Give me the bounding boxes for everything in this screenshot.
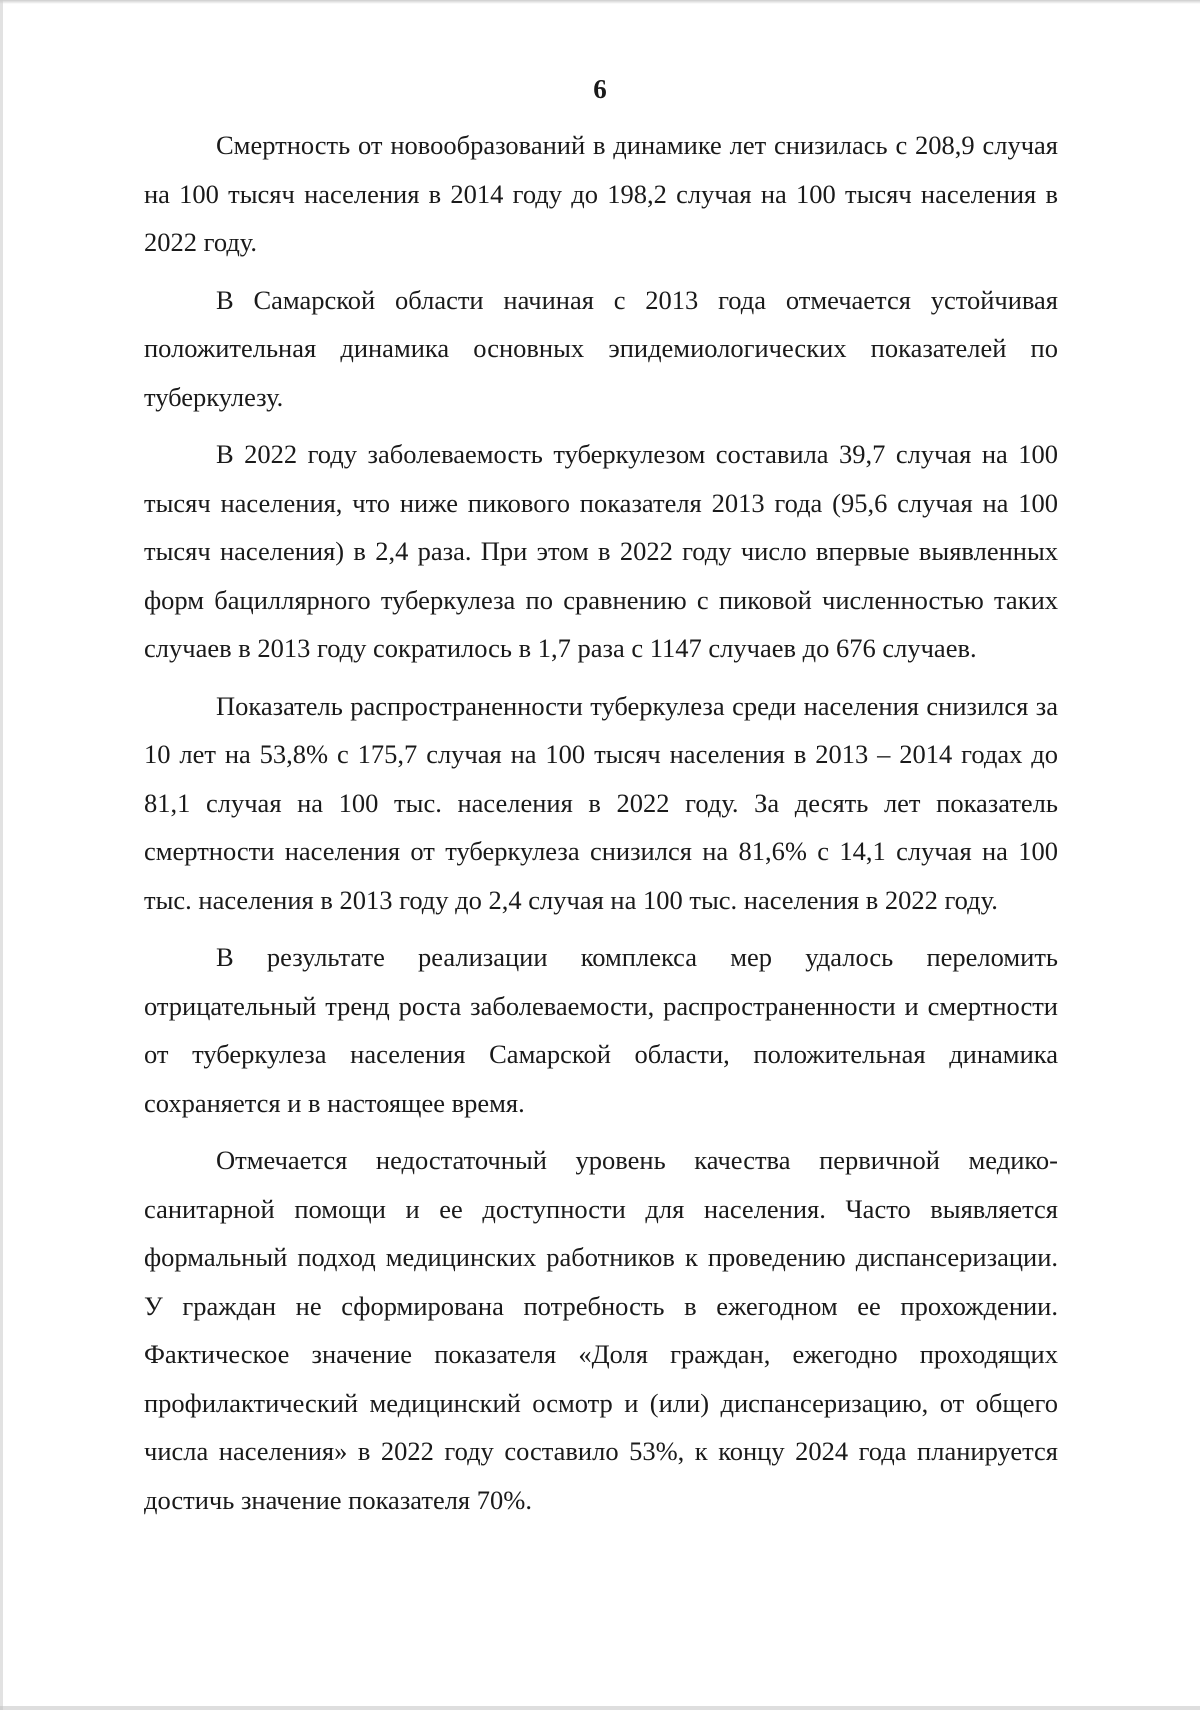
scan-edge-bottom xyxy=(0,1706,1200,1710)
paragraph-tuberculosis-prevalence: Показатель распространенности туберкулеза среди населения снизился за 10 лет на 53,8% с 175,7 случая на 100 тысяч населения в 2013 – 2014 годах до 81,1 случая на 100 тыс. населения в 2022 году. За десять лет показатель смертности населения от туберкулеза снизился на 81,6% с 14,1 случая на 100 тыс. населения в 2013 году до 2,4 случая на 100 тыс. населения в 2022 году. xyxy=(144,690,1058,915)
paragraph-primary-care: Отмечается недостаточный уровень качества первичной медико-санитарной помощи и ее доступности для населения. Часто выявляется формальный подход медицинских работников к проведению диспансеризации. У граждан не сформирована потребность в ежегодном ее прохождении. Фактическое значение показателя «Доля граждан, ежегодно проходящих профилактический медицинский осмотр и (или) диспансеризацию, от общего числа населения» в 2022 году составило 53%, к концу 2024 года планируется достичь значение показателя 70%. xyxy=(144,1145,1058,1515)
paragraph-measures-result: В результате реализации комплекса мер удалось переломить отрицательный тренд роста заболеваемости, распространенности и смертности от туберкулеза населения Самарской области, положительная динамика сохраняется и в настоящее время. xyxy=(144,942,1058,1118)
scan-edge-left xyxy=(0,0,3,1710)
document-body xyxy=(144,121,1058,1533)
paragraph-tuberculosis-dynamics: В Самарской области начиная с 2013 года отмечается устойчивая положительная динамика основных эпидемиологических показателей по туберкулезу. xyxy=(144,284,1058,412)
paragraph-neoplasm-mortality: Смертность от новообразований в динамике лет снизилась с 208,9 случая на 100 тысяч населения в 2014 году до 198,2 случая на 100 тысяч населения в 2022 году. xyxy=(144,130,1058,257)
page-number: 6 xyxy=(593,74,607,104)
scan-edge-top xyxy=(0,0,1200,4)
paragraph-tuberculosis-incidence: В 2022 году заболеваемость туберкулезом составила 39,7 случая на 100 тысяч населения, что ниже пикового показателя 2013 года (95,6 случая на 100 тысяч населения) в 2,4 раза. При этом в 2022 году число впервые выявленных форм бациллярного туберкулеза по сравнению с пиковой численностью таких случаев в 2013 году сократилось в 1,7 раза с 1147 случаев до 676 случаев. xyxy=(144,439,1058,663)
